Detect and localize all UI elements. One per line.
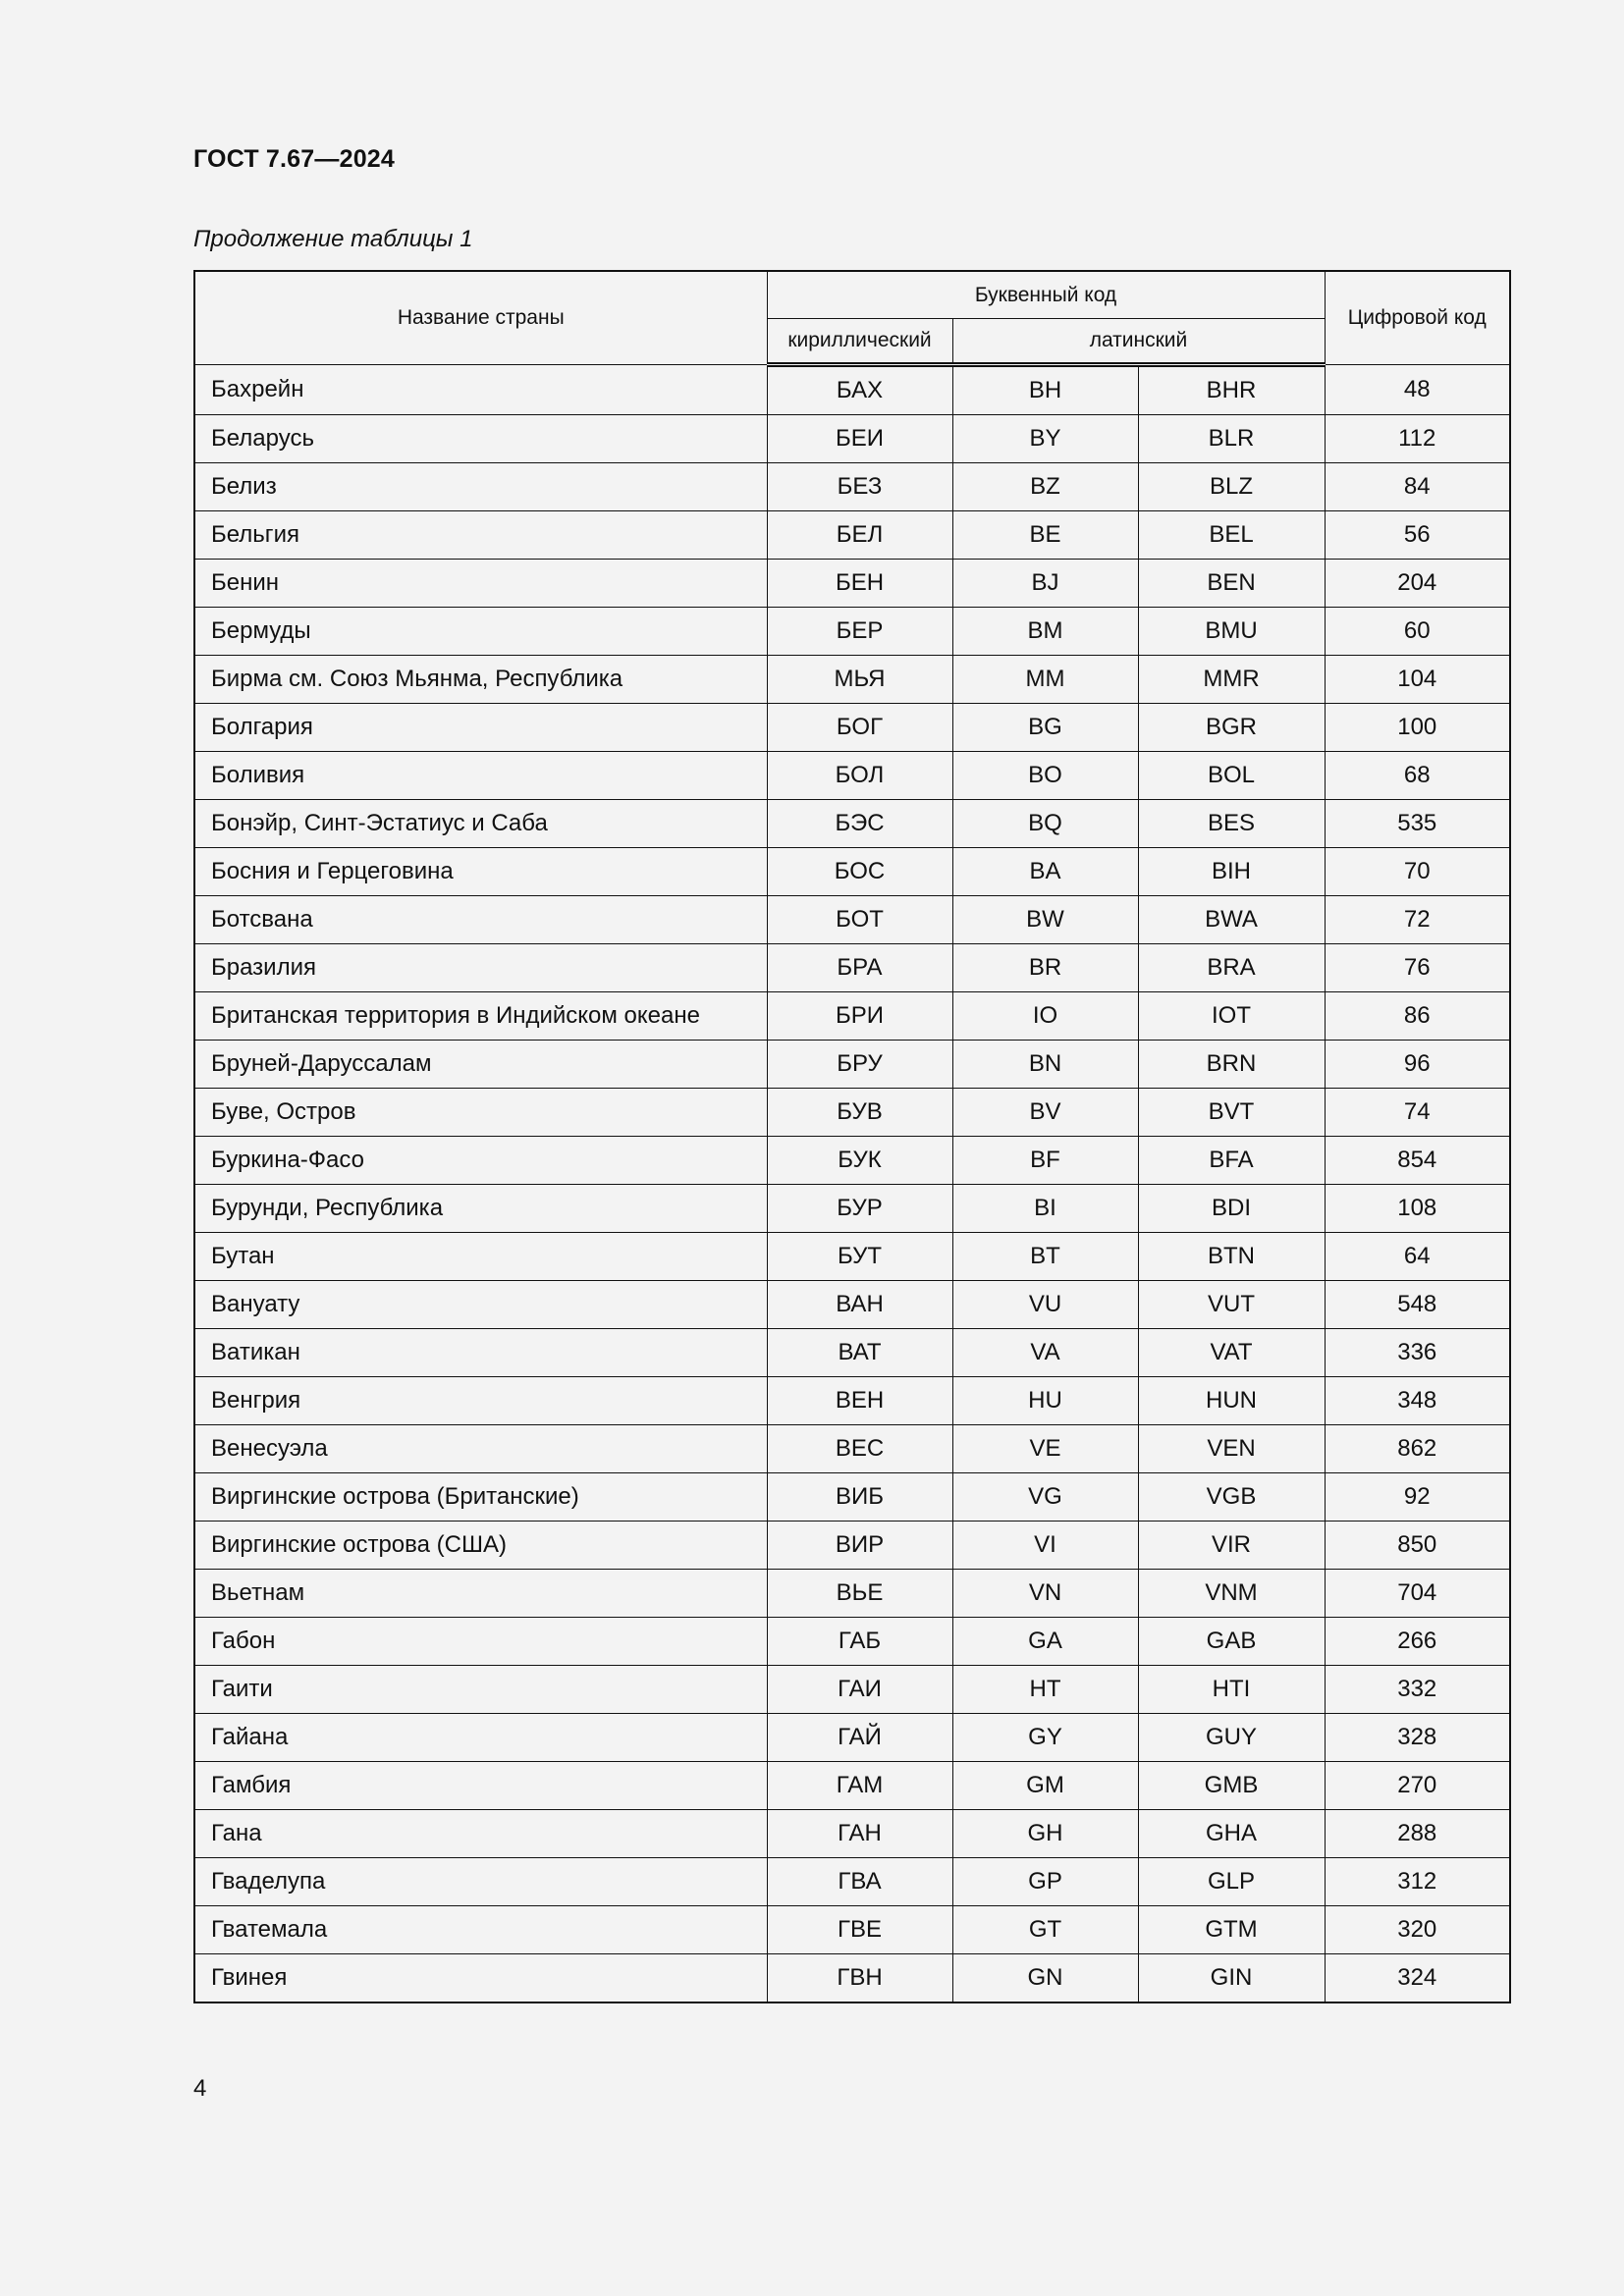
cell-country-name: Бельгия: [194, 511, 767, 560]
cell-latin-alpha2: BJ: [952, 560, 1138, 608]
table-row: [194, 1570, 1510, 1618]
cell-numeric-code: 72: [1325, 896, 1510, 944]
cell-latin-alpha2: VE: [952, 1425, 1138, 1473]
cell-numeric-code: 312: [1325, 1858, 1510, 1906]
table-row: [194, 1906, 1510, 1954]
cell-country-name: Британская территория в Индийском океане: [194, 992, 767, 1041]
cell-latin-alpha3: VEN: [1138, 1425, 1325, 1473]
cell-numeric-code: 48: [1325, 365, 1510, 415]
table-row: [194, 752, 1510, 800]
table-row: [194, 1810, 1510, 1858]
cell-latin-alpha2: IO: [952, 992, 1138, 1041]
cell-latin-alpha3: GMB: [1138, 1762, 1325, 1810]
cell-cyrillic-code: БАХ: [767, 365, 952, 415]
cell-latin-alpha2: BO: [952, 752, 1138, 800]
cell-latin-alpha2: VI: [952, 1522, 1138, 1570]
table-row: [194, 1041, 1510, 1089]
cell-latin-alpha2: GH: [952, 1810, 1138, 1858]
cell-country-name: Гвинея: [194, 1954, 767, 2003]
cell-numeric-code: 704: [1325, 1570, 1510, 1618]
cell-numeric-code: 204: [1325, 560, 1510, 608]
cell-cyrillic-code: ГВЕ: [767, 1906, 952, 1954]
cell-cyrillic-code: БЕН: [767, 560, 952, 608]
table-row: [194, 656, 1510, 704]
cell-numeric-code: 68: [1325, 752, 1510, 800]
table-row: [194, 1281, 1510, 1329]
table-row: [194, 463, 1510, 511]
cell-latin-alpha3: GUY: [1138, 1714, 1325, 1762]
cell-cyrillic-code: ГАИ: [767, 1666, 952, 1714]
cell-latin-alpha3: HTI: [1138, 1666, 1325, 1714]
cell-country-name: Белиз: [194, 463, 767, 511]
cell-cyrillic-code: ГВН: [767, 1954, 952, 2003]
cell-latin-alpha2: BF: [952, 1137, 1138, 1185]
cell-numeric-code: 70: [1325, 848, 1510, 896]
cell-cyrillic-code: ГАМ: [767, 1762, 952, 1810]
cell-numeric-code: 862: [1325, 1425, 1510, 1473]
cell-cyrillic-code: БЕЛ: [767, 511, 952, 560]
table-row: [194, 1666, 1510, 1714]
cell-latin-alpha3: BOL: [1138, 752, 1325, 800]
cell-latin-alpha2: GT: [952, 1906, 1138, 1954]
cell-country-name: Габон: [194, 1618, 767, 1666]
cell-country-name: Буркина-Фасо: [194, 1137, 767, 1185]
cell-country-name: Гана: [194, 1810, 767, 1858]
cell-country-name: Бенин: [194, 560, 767, 608]
cell-cyrillic-code: БОЛ: [767, 752, 952, 800]
cell-numeric-code: 64: [1325, 1233, 1510, 1281]
cell-cyrillic-code: ГАБ: [767, 1618, 952, 1666]
cell-country-name: Бутан: [194, 1233, 767, 1281]
cell-country-name: Виргинские острова (США): [194, 1522, 767, 1570]
table-row: [194, 704, 1510, 752]
cell-country-name: Буве, Остров: [194, 1089, 767, 1137]
cell-cyrillic-code: ВЬЕ: [767, 1570, 952, 1618]
cell-cyrillic-code: БУВ: [767, 1089, 952, 1137]
cell-numeric-code: 320: [1325, 1906, 1510, 1954]
cell-country-name: Бирма см. Союз Мьянма, Республика: [194, 656, 767, 704]
cell-numeric-code: 854: [1325, 1137, 1510, 1185]
cell-country-name: Боливия: [194, 752, 767, 800]
cell-latin-alpha2: BE: [952, 511, 1138, 560]
table-row: [194, 992, 1510, 1041]
cell-numeric-code: 112: [1325, 415, 1510, 463]
cell-latin-alpha2: BZ: [952, 463, 1138, 511]
cell-country-name: Бонэйр, Синт-Эстатиус и Саба: [194, 800, 767, 848]
cell-cyrillic-code: БОТ: [767, 896, 952, 944]
cell-cyrillic-code: БЕР: [767, 608, 952, 656]
cell-country-name: Гваделупа: [194, 1858, 767, 1906]
table-row: [194, 560, 1510, 608]
cell-latin-alpha2: VA: [952, 1329, 1138, 1377]
cell-numeric-code: 96: [1325, 1041, 1510, 1089]
cell-cyrillic-code: БРА: [767, 944, 952, 992]
cell-numeric-code: 535: [1325, 800, 1510, 848]
cell-latin-alpha2: BV: [952, 1089, 1138, 1137]
table-row: [194, 1377, 1510, 1425]
cell-numeric-code: 84: [1325, 463, 1510, 511]
cell-country-name: Болгария: [194, 704, 767, 752]
cell-country-name: Вануату: [194, 1281, 767, 1329]
cell-country-name: Бермуды: [194, 608, 767, 656]
cell-cyrillic-code: БЕЗ: [767, 463, 952, 511]
cell-country-name: Бахрейн: [194, 365, 767, 415]
cell-latin-alpha2: BG: [952, 704, 1138, 752]
cell-cyrillic-code: ВЕС: [767, 1425, 952, 1473]
cell-numeric-code: 266: [1325, 1618, 1510, 1666]
table-row: [194, 511, 1510, 560]
cell-latin-alpha2: GN: [952, 1954, 1138, 2003]
cell-numeric-code: 60: [1325, 608, 1510, 656]
table-row: [194, 1954, 1510, 2003]
cell-latin-alpha2: GA: [952, 1618, 1138, 1666]
cell-cyrillic-code: ГАЙ: [767, 1714, 952, 1762]
cell-latin-alpha2: BH: [952, 365, 1138, 415]
cell-latin-alpha3: BDI: [1138, 1185, 1325, 1233]
cell-latin-alpha3: GAB: [1138, 1618, 1325, 1666]
cell-cyrillic-code: ВИБ: [767, 1473, 952, 1522]
header-country-name: Название страны: [194, 271, 767, 365]
cell-latin-alpha3: BVT: [1138, 1089, 1325, 1137]
cell-latin-alpha3: BLR: [1138, 415, 1325, 463]
cell-numeric-code: 100: [1325, 704, 1510, 752]
table-row: [194, 1618, 1510, 1666]
cell-latin-alpha2: BI: [952, 1185, 1138, 1233]
header-latin: латинский: [952, 319, 1325, 365]
cell-cyrillic-code: БОС: [767, 848, 952, 896]
cell-numeric-code: 104: [1325, 656, 1510, 704]
cell-latin-alpha2: HT: [952, 1666, 1138, 1714]
header-cyrillic: кириллический: [767, 319, 952, 365]
cell-latin-alpha3: BTN: [1138, 1233, 1325, 1281]
cell-cyrillic-code: МЬЯ: [767, 656, 952, 704]
cell-country-name: Ботсвана: [194, 896, 767, 944]
cell-latin-alpha3: GIN: [1138, 1954, 1325, 2003]
table-row: [194, 415, 1510, 463]
cell-latin-alpha2: GM: [952, 1762, 1138, 1810]
cell-numeric-code: 56: [1325, 511, 1510, 560]
cell-cyrillic-code: БЭС: [767, 800, 952, 848]
cell-numeric-code: 850: [1325, 1522, 1510, 1570]
table-row: [194, 1329, 1510, 1377]
table-row: [194, 944, 1510, 992]
table-row: [194, 848, 1510, 896]
cell-cyrillic-code: ВИР: [767, 1522, 952, 1570]
cell-latin-alpha3: BLZ: [1138, 463, 1325, 511]
cell-latin-alpha3: VAT: [1138, 1329, 1325, 1377]
cell-latin-alpha3: BMU: [1138, 608, 1325, 656]
cell-latin-alpha2: BY: [952, 415, 1138, 463]
cell-latin-alpha2: VU: [952, 1281, 1138, 1329]
table-row: [194, 1858, 1510, 1906]
cell-numeric-code: 332: [1325, 1666, 1510, 1714]
cell-numeric-code: 74: [1325, 1089, 1510, 1137]
table-row: [194, 1233, 1510, 1281]
cell-cyrillic-code: ГВА: [767, 1858, 952, 1906]
table-row: [194, 1137, 1510, 1185]
cell-latin-alpha3: BIH: [1138, 848, 1325, 896]
cell-latin-alpha2: VN: [952, 1570, 1138, 1618]
cell-country-name: Гаити: [194, 1666, 767, 1714]
cell-country-name: Бразилия: [194, 944, 767, 992]
table-row: [194, 608, 1510, 656]
cell-numeric-code: 108: [1325, 1185, 1510, 1233]
cell-latin-alpha3: IOT: [1138, 992, 1325, 1041]
cell-latin-alpha2: BM: [952, 608, 1138, 656]
cell-latin-alpha2: MM: [952, 656, 1138, 704]
cell-numeric-code: 548: [1325, 1281, 1510, 1329]
cell-latin-alpha3: BEL: [1138, 511, 1325, 560]
cell-cyrillic-code: БУТ: [767, 1233, 952, 1281]
cell-latin-alpha3: BEN: [1138, 560, 1325, 608]
header-numeric-code: Цифровой код: [1325, 271, 1510, 365]
page-number: 4: [193, 2075, 207, 2102]
cell-cyrillic-code: БУК: [767, 1137, 952, 1185]
table-row: [194, 1714, 1510, 1762]
cell-cyrillic-code: БРИ: [767, 992, 952, 1041]
cell-latin-alpha2: VG: [952, 1473, 1138, 1522]
cell-latin-alpha3: BRN: [1138, 1041, 1325, 1089]
cell-cyrillic-code: БУР: [767, 1185, 952, 1233]
cell-latin-alpha3: VUT: [1138, 1281, 1325, 1329]
cell-latin-alpha2: BQ: [952, 800, 1138, 848]
cell-latin-alpha2: GP: [952, 1858, 1138, 1906]
cell-latin-alpha3: BGR: [1138, 704, 1325, 752]
cell-country-name: Венесуэла: [194, 1425, 767, 1473]
cell-cyrillic-code: ВАН: [767, 1281, 952, 1329]
cell-latin-alpha3: GLP: [1138, 1858, 1325, 1906]
cell-latin-alpha2: HU: [952, 1377, 1138, 1425]
cell-numeric-code: 324: [1325, 1954, 1510, 2003]
table-row: [194, 1089, 1510, 1137]
cell-country-name: Венгрия: [194, 1377, 767, 1425]
cell-country-name: Беларусь: [194, 415, 767, 463]
cell-country-name: Вьетнам: [194, 1570, 767, 1618]
table-caption: Продолжение таблицы 1: [193, 226, 473, 252]
cell-numeric-code: 348: [1325, 1377, 1510, 1425]
country-codes-table: [193, 270, 1511, 2003]
cell-cyrillic-code: БОГ: [767, 704, 952, 752]
table-row: [194, 365, 1510, 415]
cell-country-name: Виргинские острова (Британские): [194, 1473, 767, 1522]
cell-cyrillic-code: ВЕН: [767, 1377, 952, 1425]
table-row: [194, 1425, 1510, 1473]
cell-numeric-code: 76: [1325, 944, 1510, 992]
cell-latin-alpha2: BR: [952, 944, 1138, 992]
table-row: [194, 800, 1510, 848]
cell-latin-alpha2: GY: [952, 1714, 1138, 1762]
cell-latin-alpha3: BFA: [1138, 1137, 1325, 1185]
cell-country-name: Ватикан: [194, 1329, 767, 1377]
cell-country-name: Гватемала: [194, 1906, 767, 1954]
cell-latin-alpha3: BES: [1138, 800, 1325, 848]
cell-country-name: Босния и Герцеговина: [194, 848, 767, 896]
cell-latin-alpha3: VGB: [1138, 1473, 1325, 1522]
cell-latin-alpha2: BT: [952, 1233, 1138, 1281]
cell-cyrillic-code: ГАН: [767, 1810, 952, 1858]
cell-numeric-code: 336: [1325, 1329, 1510, 1377]
cell-country-name: Гайана: [194, 1714, 767, 1762]
table-body: [194, 365, 1510, 2003]
cell-numeric-code: 270: [1325, 1762, 1510, 1810]
cell-numeric-code: 92: [1325, 1473, 1510, 1522]
cell-numeric-code: 86: [1325, 992, 1510, 1041]
header-alpha-code: Буквенный код: [767, 271, 1325, 319]
cell-cyrillic-code: БРУ: [767, 1041, 952, 1089]
table-row: [194, 1185, 1510, 1233]
cell-latin-alpha3: BHR: [1138, 365, 1325, 415]
cell-numeric-code: 328: [1325, 1714, 1510, 1762]
cell-latin-alpha3: MMR: [1138, 656, 1325, 704]
cell-country-name: Бурунди, Республика: [194, 1185, 767, 1233]
cell-latin-alpha3: VNM: [1138, 1570, 1325, 1618]
table-row: [194, 1762, 1510, 1810]
cell-latin-alpha2: BW: [952, 896, 1138, 944]
cell-cyrillic-code: ВАТ: [767, 1329, 952, 1377]
cell-latin-alpha3: HUN: [1138, 1377, 1325, 1425]
cell-latin-alpha3: BWA: [1138, 896, 1325, 944]
cell-country-name: Бруней-Даруссалам: [194, 1041, 767, 1089]
cell-country-name: Гамбия: [194, 1762, 767, 1810]
table-row: [194, 1473, 1510, 1522]
cell-latin-alpha3: GHA: [1138, 1810, 1325, 1858]
cell-latin-alpha3: BRA: [1138, 944, 1325, 992]
cell-latin-alpha3: GTM: [1138, 1906, 1325, 1954]
cell-latin-alpha2: BN: [952, 1041, 1138, 1089]
cell-latin-alpha3: VIR: [1138, 1522, 1325, 1570]
document-title: ГОСТ 7.67—2024: [193, 145, 396, 173]
cell-cyrillic-code: БЕИ: [767, 415, 952, 463]
cell-numeric-code: 288: [1325, 1810, 1510, 1858]
table-row: [194, 1522, 1510, 1570]
table-row: [194, 896, 1510, 944]
cell-latin-alpha2: BA: [952, 848, 1138, 896]
